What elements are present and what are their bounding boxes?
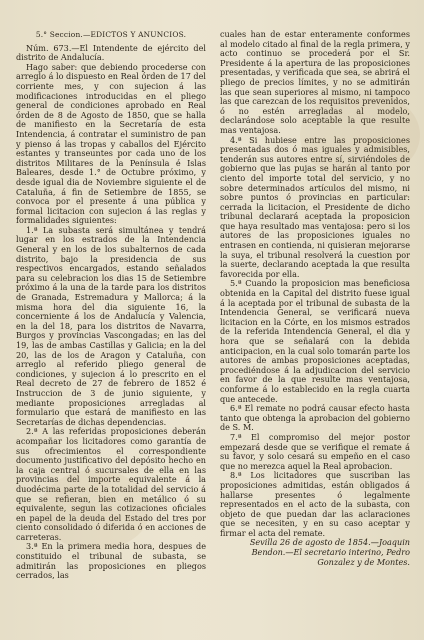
left-column [16, 30, 206, 581]
text-columns [16, 30, 410, 581]
paragraph-rule-3-start: 3.ª En la primera media hora, despues de constituido el tribunal de subasta, se admitirán las proposiciones en pliegos cerrados, las [16, 541, 206, 581]
signature-line: Sevilla 26 de agosto de 1854.—Joaquin Bendon.—El secretario interino, Pedro Gonzalez y de Montes. [249, 537, 410, 567]
paragraph-rule-1: 1.ª La subasta será simultánea y tendrá lugar en los estrados de la Intendencia General y en los de los subalternos de cada distrito, bajo la presidencia de sus respectivos encargados, estando señalados para su celebracion los dias 15 de Setiembre próximo á la una de la tarde para los distritos de Granada, Estremadura y Mallorca; á la misma hora del dia siguiente 16, la concerniente á los de Andalucía y Valencia, en la del 18, para los distritos de Navarra, Burgos y provincias Vascongadas; en las del 19, las de ambas Castillas y Galicia; en la del 20, las de los de Aragon y Cataluña, con arreglo al referido pliego general de condiciones, y sujecion á lo prescrito en el Real decreto de 27 de febrero de 1852 é Instruccion de 3 de junio siguiente, y mediante proposiciones arregladas al formulario que estará de manifiesto en las Secretarías de dichas dependencias. [16, 224, 206, 427]
paragraph-rule-3-cont: cuales han de estar enteramente conformes al modelo citado al final de la regla primera, y acto continuo se procederá por el Sr. Presidente á la apertura de las proposiciones presentadas, y verificada que sea, se abrirá el pliego de precios límites, y no se admitirán las que sean superiores al mismo, ni tampoco las que carezcan de los requisitos prevenidos, ó no estén arregladas al modelo, declarándose solo aceptable la que resulte mas ventajosa. [220, 29, 410, 135]
right-column [220, 30, 410, 581]
paragraph-rule-4: 4.ª Si hubiese entre las proposiciones presentadas dos ó mas iguales y admisibles, tenderán sus autores entre sí, sirviéndoles de gobierno que las pujas se harán al tanto por ciento del importe total del servicio, y no sobre determinados artículos del mismo, ni sobre puntos ó provincias en particular: cerrada la licitacion, el Presidente de dicho tribunal declarará aceptada la proposicion que haya resultado mas ventajosa: pero si los autores de las proposiciones iguales no entrasen en contienda, ni quisieran mejorarse la suya, el tribunal resolverá la cuestion por la suerte, declarando aceptada la que resulta favorecida por ella. [220, 134, 410, 279]
notice-number-line: Núm. 673.—El Intendente de ejército del distrito de Andalucía. [16, 42, 206, 63]
section-heading: 5.° Seccion.—EDICTOS Y ANUNCIOS. [35, 30, 187, 39]
paragraph-rule-2: 2.ª A las referidas proposiciones deberán acompañar los licitadores como garantía de sus ofrecimientos el correspondiente documento justificativo del depósito hecho en la caja central ó sucursales de ella en las provincias del importe equivalente á la duodécima parte de la totalidad del servicio á que se refieran, bien en metálico ó su equivalente, segun las cotizaciones oficiales en papel de la deuda del Estado del tres por ciento consolidado ó diferida ó en acciones de carreteras. [16, 426, 206, 542]
paragraph-intro: Hago saber: que debiendo procederse con arreglo á lo dispuesto en Real órden de 17 del corriente mes, y con sujecion á las modificaciones introducidas en el pliego general de condiciones aprobado en Real órden de 8 de Agosto de 1850, que se halla de manifiesto en la Secretaría de esta Intendencia, á contratar el suministro de pan y pienso á las tropas y caballos del Ejército estantes y transeuntes por cada uno de los distritos Militares de la Península é Islas Baleares, desde 1.° de Octubre próximo, y desde igual dia de Noviembre siguiente el de Cataluña, á fin de Setiembre de 1855, se convoca por el presente á una pública y formal licitacion con sujecion á las reglas y formalidades siguientes: [16, 61, 206, 226]
paragraph-rule-7: 7.ª El compromiso del mejor postor empezará desde que se verifique el remate á su favor, y solo cesará su empeño en el caso que no merezca aquel la Real aprobacion. [220, 431, 410, 471]
paragraph-rule-5: 5.ª Cuando la proposicion mas beneficiosa obtenida en la Capital del distrito fuese igual á la aceptada por el tribunal de subasta de la Intendencia General, se verificará nueva licitacion en la Córte, en los mismos estrados de la referida Intendencia General, el dia y hora que se señalará con la debida anticipacion, en la cual solo tomarán parte los autores de ambas proposiciones aceptadas, procediéndose á la adjudicacion del servicio en favor de la que resulte mas ventajosa, conforme á lo establecido en la regla cuarta que antecede. [220, 278, 410, 404]
paragraph-rule-8: 8.ª Los licitadores que suscriban las proposiciones admitidas, están obligados á hallarse presentes ó legalmente representados en el acto de la subasta, con objeto de que puedan dar las aclaraciones que se necesiten, y en su caso aceptar y firmar el acta del remate. [220, 470, 410, 538]
paragraph-rule-6: 6.ª El remate no podrá causar efecto hasta tanto que obtenga la aprobacion del gobierno de S. M. [220, 403, 410, 433]
